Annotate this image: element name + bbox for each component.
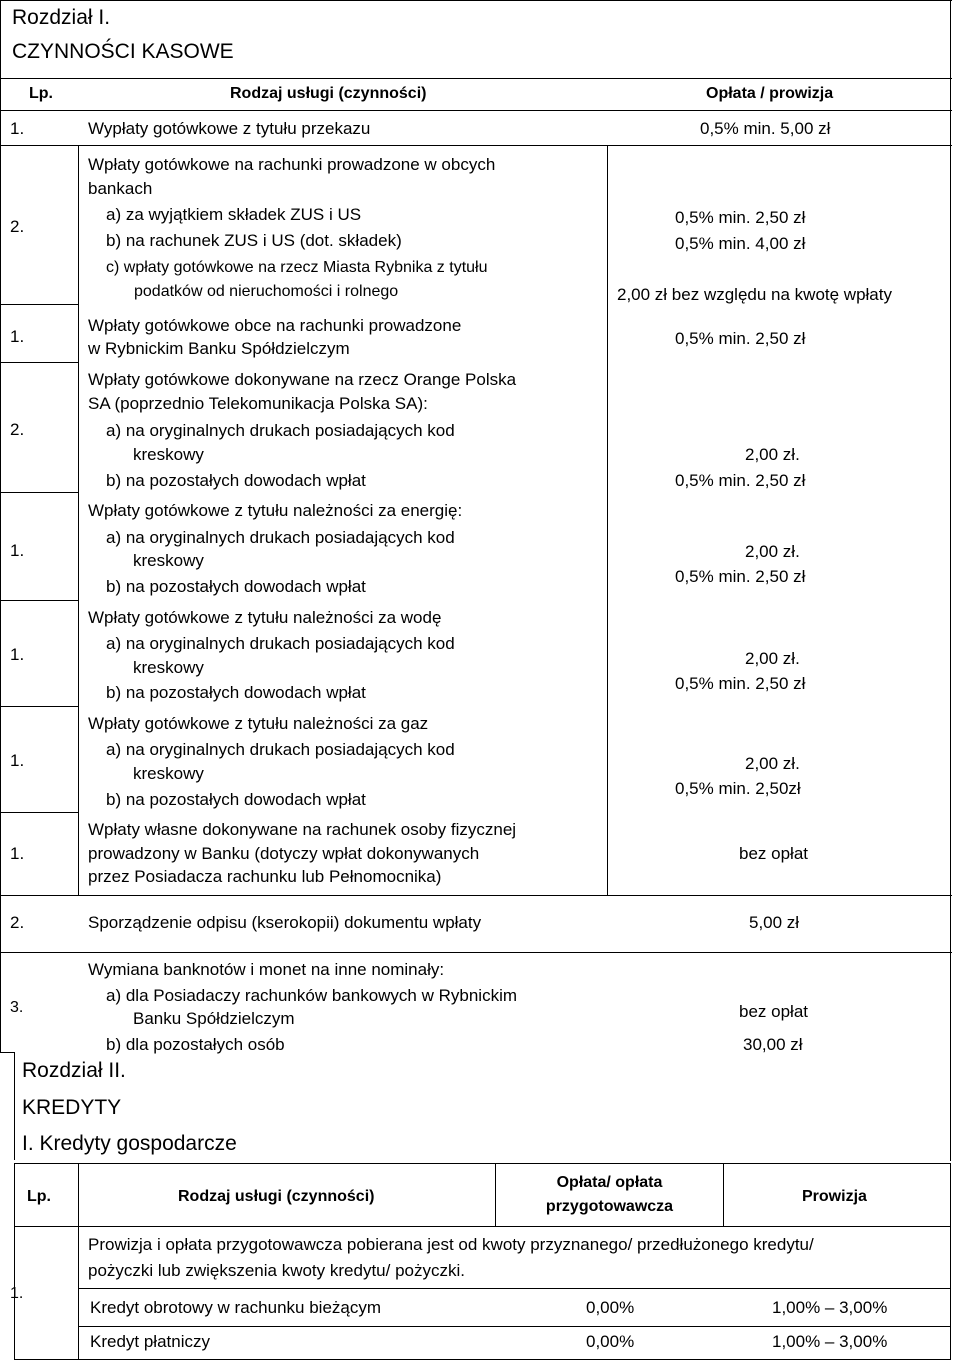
row-title: Wpłaty gotówkowe na rachunki prowadzone w obcych bbox=[88, 155, 496, 174]
row-item-a: a) na oryginalnych drukach posiadających kod bbox=[106, 634, 455, 653]
row-item-a: a) za wyjątkiem składek ZUS i US bbox=[106, 205, 362, 224]
row-item-a: a) dla Posiadaczy rachunków bankowych w Rybnickim bbox=[106, 986, 518, 1005]
fee-a: 2,00 zł. bbox=[745, 649, 800, 668]
row-lp: 1. bbox=[10, 751, 25, 770]
header-lp: Lp. bbox=[29, 85, 53, 102]
row-item-a-cont: kreskowy bbox=[133, 764, 204, 783]
row-fee: bez opłat bbox=[739, 844, 808, 863]
credit-row-fee: 0,00% bbox=[586, 1332, 635, 1351]
row-item-a-cont: kreskowy bbox=[133, 551, 204, 570]
row-line2: prowadzony w Banku (dotyczy wpłat dokonywanych bbox=[88, 844, 480, 863]
chapter-label: Rozdział I. bbox=[12, 6, 111, 29]
credit-row-commission: 1,00% – 3,00% bbox=[772, 1298, 888, 1317]
fee-a: 2,00 zł. bbox=[745, 754, 800, 773]
row-item-a: a) na oryginalnych drukach posiadających kod bbox=[106, 740, 455, 759]
fee-b: 0,5% min. 4,00 zł bbox=[675, 234, 806, 253]
header-fee: Opłata/ opłata bbox=[556, 1174, 663, 1191]
row-item-a: a) na oryginalnych drukach posiadających kod bbox=[106, 421, 455, 440]
row-lp: 1. bbox=[10, 844, 25, 863]
header-commission: Prowizja bbox=[802, 1188, 867, 1205]
row-lp: 1. bbox=[10, 327, 25, 346]
row-fee: 0,5% min. 2,50 zł bbox=[675, 329, 806, 348]
chapter-title: CZYNNOŚCI KASOWE bbox=[12, 40, 234, 63]
row-item-b: b) na pozostałych dowodach wpłat bbox=[106, 790, 366, 809]
fee-b: 30,00 zł bbox=[743, 1035, 803, 1054]
fee-b: 0,5% min. 2,50zł bbox=[675, 779, 801, 798]
row-title: Wpłaty gotówkowe z tytułu należności za wodę bbox=[88, 608, 442, 627]
fee-b: 0,5% min. 2,50 zł bbox=[675, 674, 806, 693]
section-subtitle: I. Kredyty gospodarcze bbox=[22, 1132, 237, 1155]
row-line1: Wpłaty gotówkowe obce na rachunki prowadzone bbox=[88, 316, 462, 335]
credit-row-commission: 1,00% – 3,00% bbox=[772, 1332, 888, 1351]
row-title: Wymiana banknotów i monet na inne nominały: bbox=[88, 960, 445, 979]
row-title: Wpłaty gotówkowe z tytułu należności za gaz bbox=[88, 714, 429, 733]
row-item-b: b) na pozostałych dowodach wpłat bbox=[106, 471, 366, 490]
fee-a: 2,00 zł. bbox=[745, 542, 800, 561]
row-lp: 2. bbox=[10, 217, 25, 236]
row-lp: 1. bbox=[10, 645, 25, 664]
credit-note: Prowizja i opłata przygotowawcza pobierana jest od kwoty przyznanego/ przedłużonego kredytu/ bbox=[88, 1235, 814, 1254]
chapter-label: Rozdział II. bbox=[22, 1059, 126, 1082]
row-lp: 1. bbox=[10, 1285, 24, 1302]
row-item-b: b) na pozostałych dowodach wpłat bbox=[106, 577, 366, 596]
row-item-b: b) na rachunek ZUS i US (dot. składek) bbox=[106, 231, 402, 250]
fee-a: 2,00 zł. bbox=[745, 445, 800, 464]
credit-row-name: Kredyt płatniczy bbox=[90, 1332, 210, 1351]
credit-row-fee: 0,00% bbox=[586, 1298, 635, 1317]
fee-b: 0,5% min. 2,50 zł bbox=[675, 471, 806, 490]
header-fee: Opłata / prowizja bbox=[706, 85, 834, 102]
row-item-a-cont: kreskowy bbox=[133, 445, 204, 464]
row-item-c-cont: podatków od nieruchomości i rolnego bbox=[134, 283, 399, 300]
row-lp: 2. bbox=[10, 913, 25, 932]
row-title: Wpłaty gotówkowe z tytułu należności za energię: bbox=[88, 501, 463, 520]
row-item-a-cont: Banku Spółdzielczym bbox=[133, 1009, 295, 1028]
row-line1: Wpłaty własne dokonywane na rachunek osoby fizycznej bbox=[88, 820, 517, 839]
row-lp: 1. bbox=[10, 541, 25, 560]
fee-a: bez opłat bbox=[739, 1002, 808, 1021]
chapter-title: KREDYTY bbox=[22, 1096, 122, 1119]
row-item-a: a) na oryginalnych drukach posiadających kod bbox=[106, 528, 455, 547]
credit-note-cont: pożyczki lub zwiększenia kwoty kredytu/ pożyczki. bbox=[88, 1261, 465, 1280]
header-service-type: Rodzaj usługi (czynności) bbox=[178, 1188, 375, 1205]
row-lp: 1. bbox=[10, 119, 25, 138]
row-fee: 0,5% min. 5,00 zł bbox=[700, 119, 831, 138]
row-line2: SA (poprzednio Telekomunikacja Polska SA): bbox=[88, 394, 428, 413]
credit-row-name: Kredyt obrotowy w rachunku bieżącym bbox=[90, 1298, 382, 1317]
header-lp: Lp. bbox=[27, 1188, 51, 1205]
row-item-c: c) wpłaty gotówkowe na rzecz Miasta Rybnika z tytułu bbox=[106, 259, 488, 276]
header-fee-cont: przygotowawcza bbox=[545, 1198, 674, 1215]
row-lp: 2. bbox=[10, 420, 25, 439]
row-title-cont: bankach bbox=[88, 179, 153, 198]
row-item-a-cont: kreskowy bbox=[133, 658, 204, 677]
row-line2: w Rybnickim Banku Spółdzielczym bbox=[88, 339, 350, 358]
row-label: Sporządzenie odpisu (kserokopii) dokumentu wpłaty bbox=[88, 913, 482, 932]
header-service-type: Rodzaj usługi (czynności) bbox=[230, 85, 427, 102]
row-line1: Wpłaty gotówkowe dokonywane na rzecz Orange Polska bbox=[88, 370, 517, 389]
row-fee: 5,00 zł bbox=[749, 913, 800, 932]
row-item-b: b) dla pozostałych osób bbox=[106, 1035, 285, 1054]
fee-c: 2,00 zł bez względu na kwotę wpłaty bbox=[617, 285, 892, 304]
row-item-b: b) na pozostałych dowodach wpłat bbox=[106, 683, 366, 702]
row-lp: 3. bbox=[10, 999, 24, 1016]
row-label: Wypłaty gotówkowe z tytułu przekazu bbox=[88, 119, 371, 138]
fee-a: 0,5% min. 2,50 zł bbox=[675, 208, 806, 227]
fee-b: 0,5% min. 2,50 zł bbox=[675, 567, 806, 586]
row-line3: przez Posiadacza rachunku lub Pełnomocnika) bbox=[88, 867, 442, 886]
